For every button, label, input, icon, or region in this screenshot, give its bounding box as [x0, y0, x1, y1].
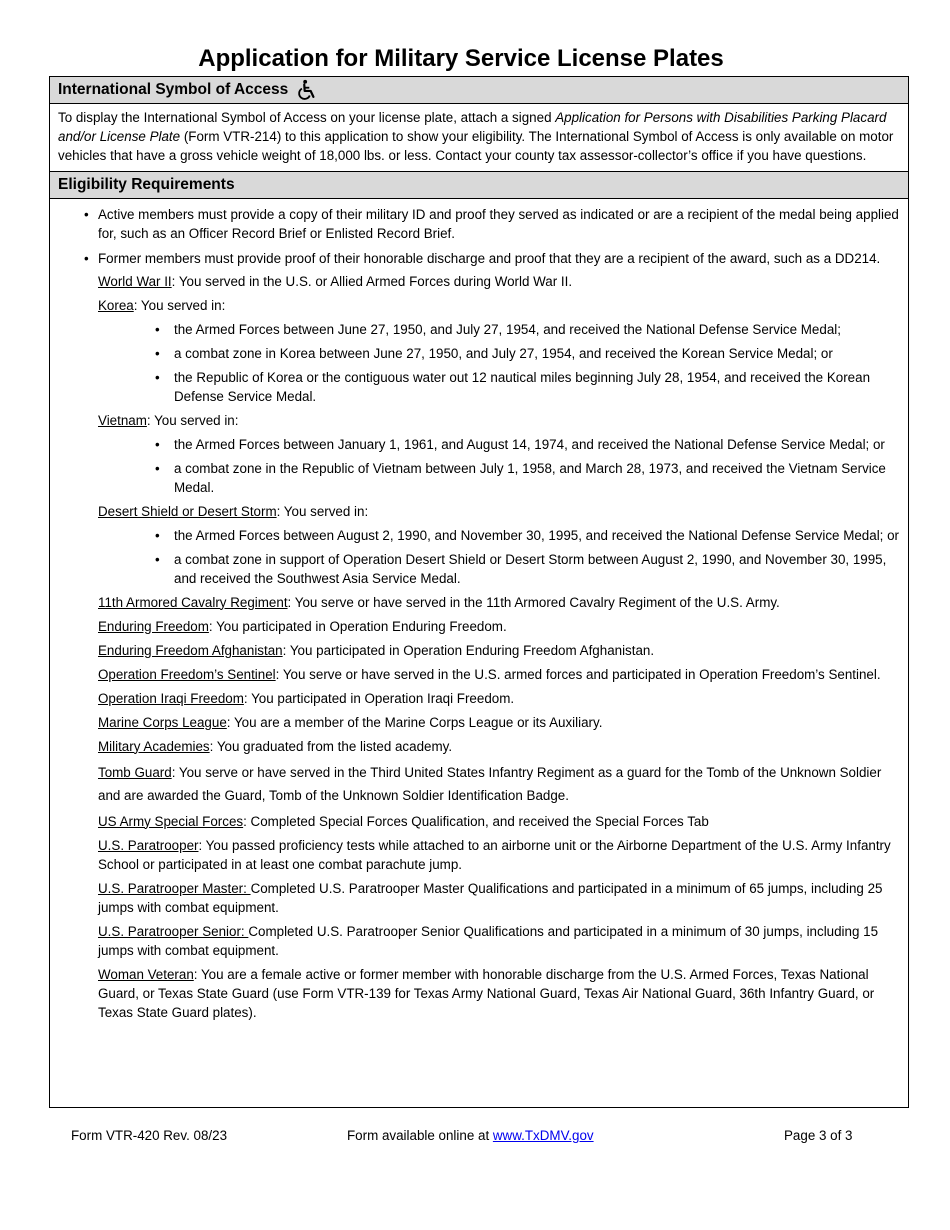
txdmv-link[interactable]: www.TxDMV.gov: [492, 1128, 594, 1143]
item-military-academies: Military Academies: You graduated from the listed academy.: [98, 738, 453, 754]
access-section-heading: [50, 77, 908, 104]
list-item: • the Republic of Korea or the contiguous water out 12 nautical miles beginning July 28, 1954, and received the Korean Defense Service Medal.: [155, 369, 871, 404]
item-woman-veteran: Woman Veteran: You are a female active or former member with honorable discharge from the U.S. Armed Forces, Texas National Guard, or Texas State Guard (use Form VTR-139 for Texas Army National Guard, Texas Air National Guard, 36th Infantry Guard, or Texas State Guard plates).: [98, 966, 875, 1020]
footer-online: Form available online at www.TxDMV.gov: [347, 1128, 594, 1143]
list-item: • a combat zone in support of Operation Desert Shield or Desert Storm between August 2, 1990, and November 30, 1995, and received the Southwest Asia Service Medal.: [155, 551, 887, 586]
access-description: To display the International Symbol of Access on your license plate, attach a signed Application for Persons with Disabilities Parking Placard and/or License Plate (Form VTR-214) to this application to show your eligibility. The International Symbol of Access is only available on motor vehicles that have a gross vehicle weight of 18,000 lbs. or less. Contact your county tax assessor-collector’s office if you have questions.: [50, 104, 908, 172]
item-armored-cavalry: 11th Armored Cavalry Regiment: You serve or have served in the 11th Armored Cavalry Regiment of the U.S. Army.: [98, 594, 780, 610]
item-paratrooper-master: U.S. Paratrooper Master: Completed U.S. Paratrooper Master Qualifications and participated in a minimum of 65 jumps, including 25 jumps with combat equipment.: [98, 880, 883, 915]
eligibility-heading-text: Eligibility Requirements: [58, 175, 235, 193]
list-item: • the Armed Forces between June 27, 1950, and July 27, 1954, and received the National Defense Service Medal;: [155, 321, 841, 337]
item-paratrooper-senior: U.S. Paratrooper Senior: Completed U.S. Paratrooper Senior Qualifications and participated in a minimum of 30 jumps, including 15 jumps with combat equipment.: [98, 923, 879, 958]
list-item: • a combat zone in Korea between June 27, 1950, and July 27, 1954, and received the Korean Service Medal; or: [155, 345, 833, 361]
item-iraqi-freedom: Operation Iraqi Freedom: You participated in Operation Iraqi Freedom.: [98, 690, 515, 706]
item-vietnam: Vietnam: You served in:: [98, 412, 239, 428]
list-item: • the Armed Forces between August 2, 1990, and November 30, 1995, and received the National Defense Service Medal; or: [155, 527, 900, 543]
list-item: • Active members must provide a copy of their military ID and proof they served as indicated or are a recipient of the medal being applied for, such as an Officer Record Brief or Enlisted Record Brief.: [84, 206, 899, 241]
page-title: Application for Military Service License Plates: [198, 45, 724, 72]
item-special-forces: US Army Special Forces: Completed Special Forces Qualification, and received the Special Forces Tab: [98, 813, 709, 829]
list-item: • the Armed Forces between January 1, 1961, and August 14, 1974, and received the National Defense Service Medal; or: [155, 436, 885, 452]
item-enduring-freedom-afghanistan: Enduring Freedom Afghanistan: You participated in Operation Enduring Freedom Afghanistan.: [98, 642, 655, 658]
item-world-war-ii: World War II: You served in the U.S. or Allied Armed Forces during World War II.: [98, 273, 573, 289]
wheelchair-icon: [296, 79, 318, 101]
item-desert-storm: Desert Shield or Desert Storm: You served in:: [98, 503, 369, 519]
form-id: Form VTR-420 Rev. 08/23: [71, 1128, 228, 1143]
page-number: Page 3 of 3: [784, 1128, 853, 1143]
eligibility-section-heading: [50, 172, 908, 199]
item-tomb-guard: Tomb Guard: You serve or have served in the Third United States Infantry Regiment as a guard for the Tomb of the Unknown Soldier and are awarded the Guard, Tomb of the Unknown Soldier Identification Badge.: [98, 764, 882, 803]
list-item: • Former members must provide proof of their honorable discharge and proof that they are a recipient of the award, such as a DD214.: [84, 250, 881, 266]
item-korea: Korea: You served in:: [98, 297, 226, 313]
item-enduring-freedom: Enduring Freedom: You participated in Operation Enduring Freedom.: [98, 618, 507, 634]
item-freedoms-sentinel: Operation Freedom’s Sentinel: You serve or have served in the U.S. armed forces and participated in Operation Freedom’s Sentinel.: [98, 666, 881, 682]
list-item: • a combat zone in the Republic of Vietnam between July 1, 1958, and March 28, 1973, and received the Vietnam Service Medal.: [155, 460, 886, 495]
form-frame: [49, 76, 909, 1108]
access-heading-text: International Symbol of Access: [58, 81, 289, 98]
item-marine-corps-league: Marine Corps League: You are a member of the Marine Corps League or its Auxiliary.: [98, 714, 603, 730]
item-paratrooper: U.S. Paratrooper: You passed proficiency tests while attached to an airborne unit or the Airborne Department of the U.S. Army Infantry School or participated in at least one combat parachute jump.: [98, 837, 891, 872]
eligibility-body: [50, 205, 908, 1022]
